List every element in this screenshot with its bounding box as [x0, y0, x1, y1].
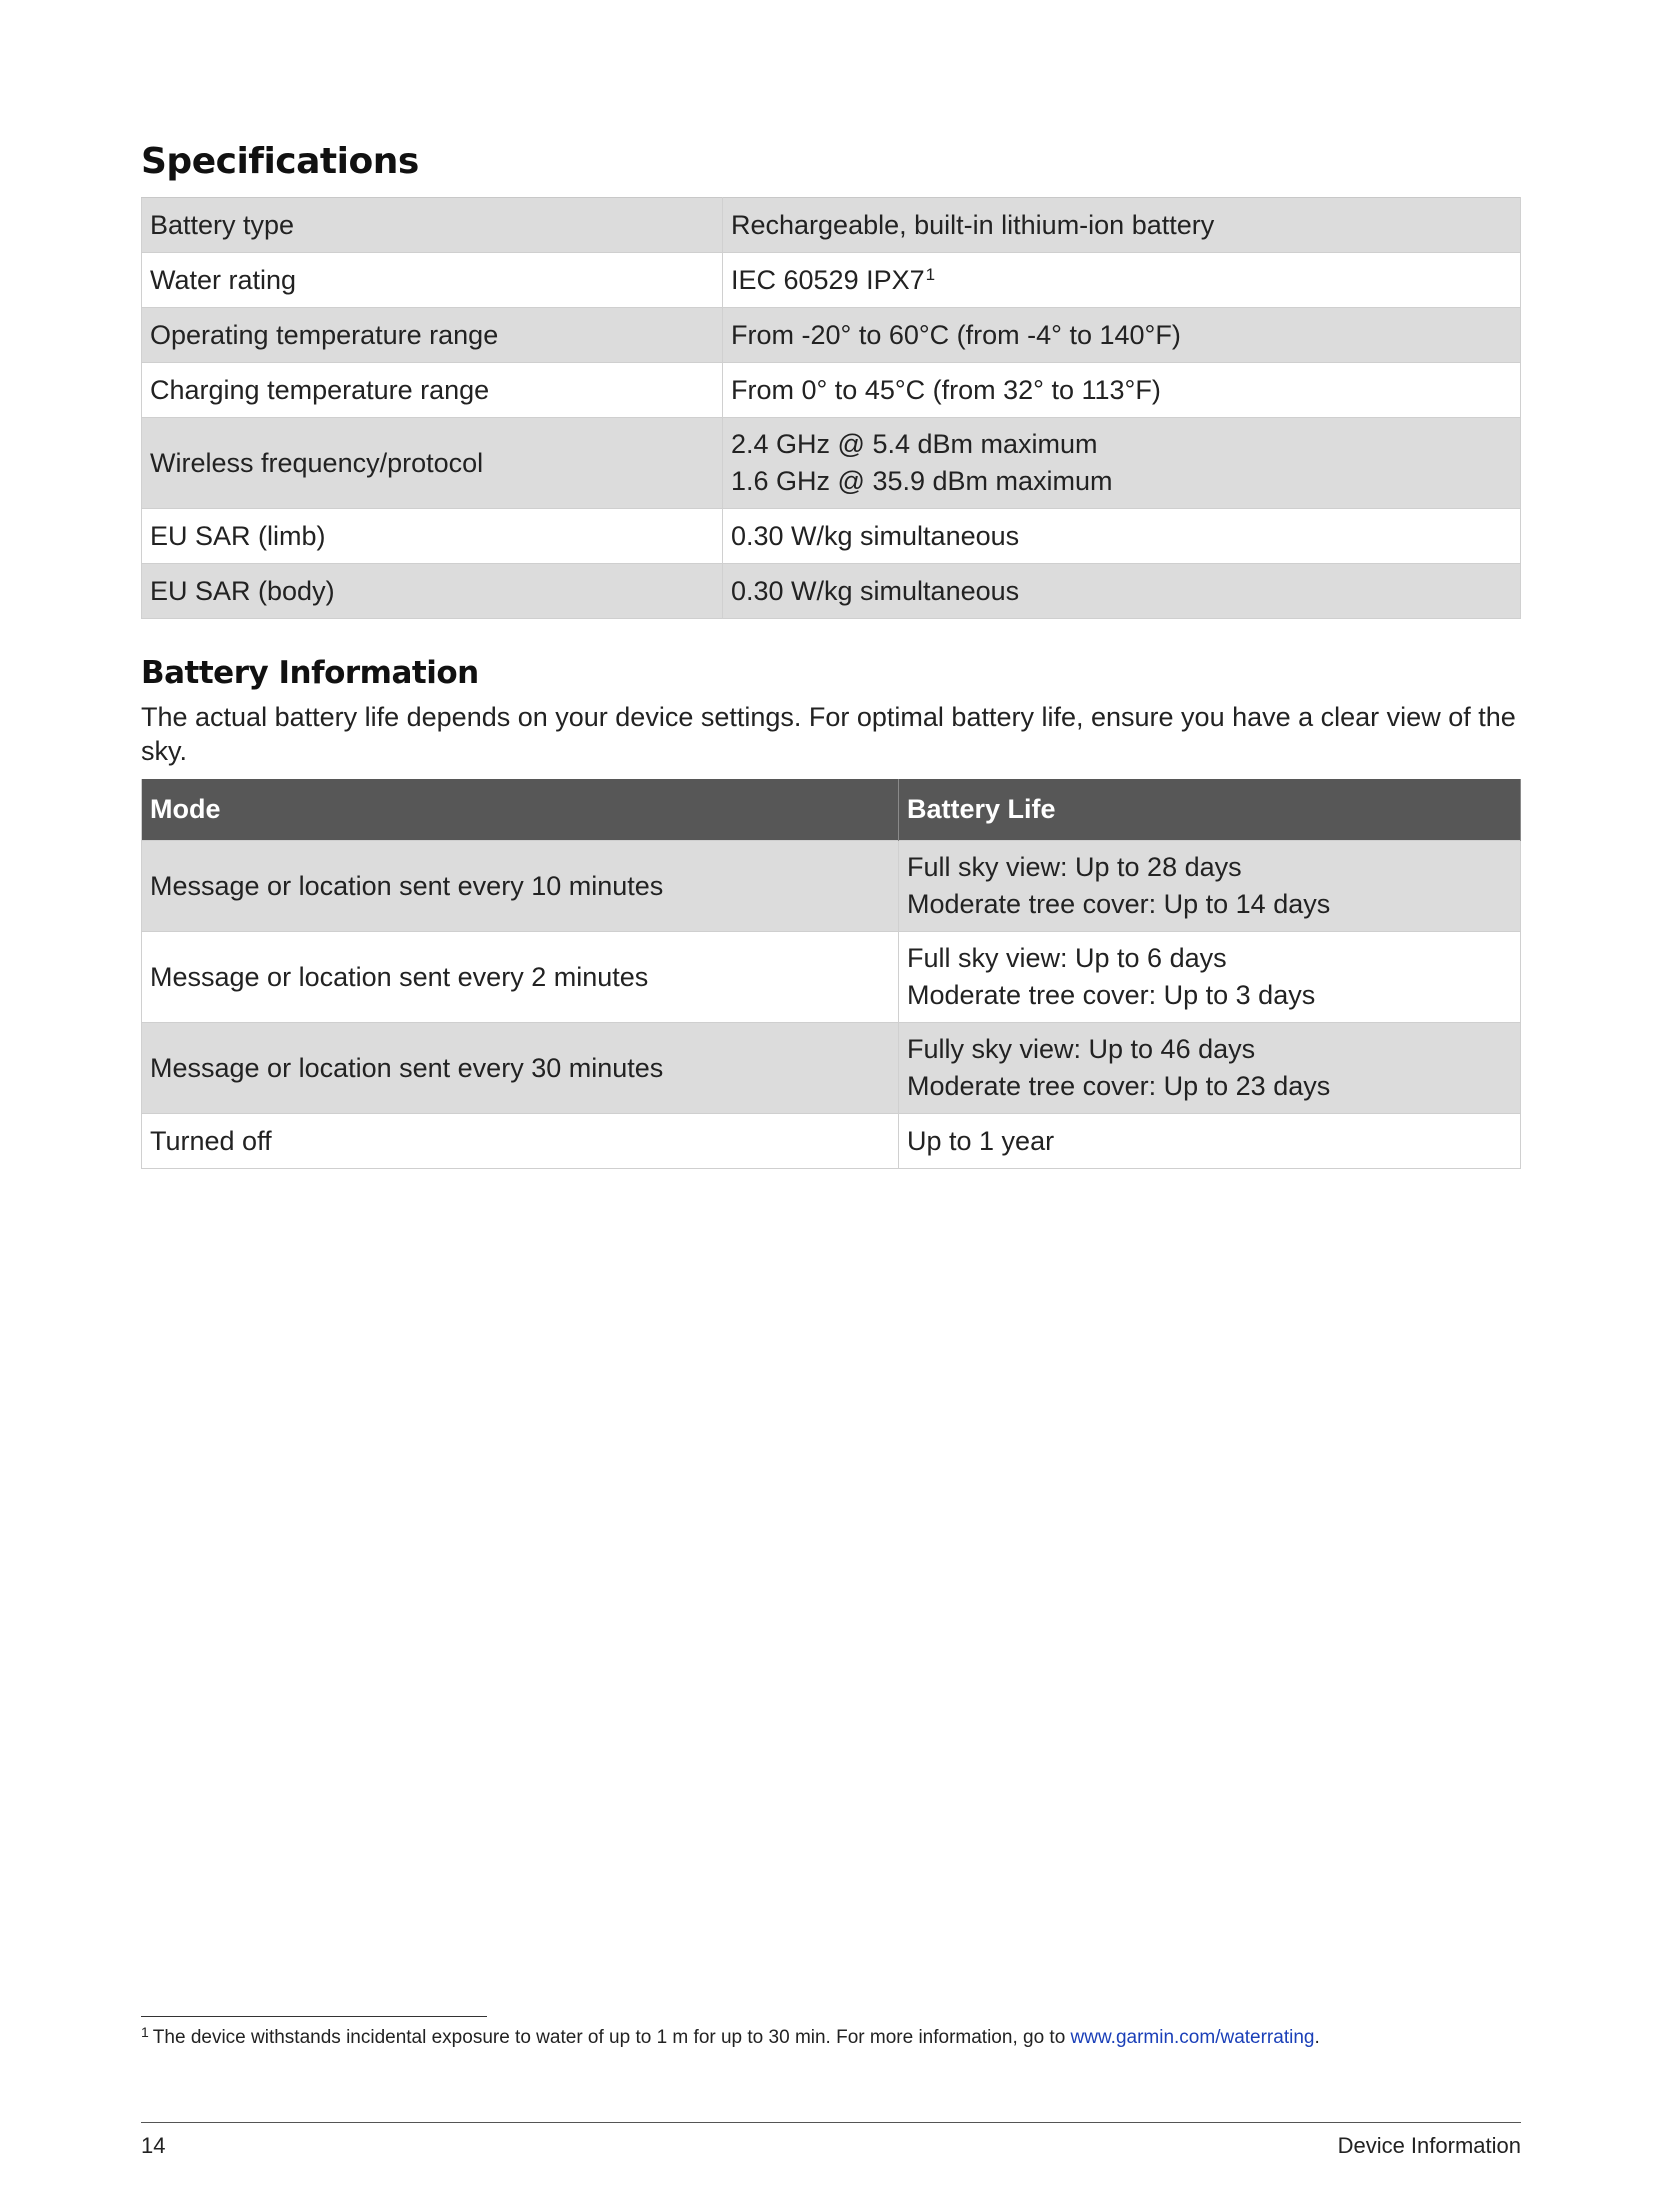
- specifications-table: [141, 197, 1521, 619]
- table-row: [142, 564, 1521, 619]
- table-row: [142, 418, 1521, 509]
- battery-life-line: Full sky view: Up to 28 days: [907, 852, 1242, 882]
- table-header-row: [142, 779, 1521, 841]
- spec-label: Operating temperature range: [142, 308, 723, 363]
- footnote-reference[interactable]: 1: [925, 264, 936, 284]
- mode-cell: Message or location sent every 10 minutes: [142, 841, 899, 932]
- specifications-heading: Specifications: [141, 141, 419, 182]
- spec-value-cell: [723, 418, 1521, 509]
- battery-life-cell: [899, 1114, 1521, 1169]
- spec-value-line: 2.4 GHz @ 5.4 dBm maximum: [731, 429, 1098, 459]
- spec-value: IEC 60529 IPX7: [731, 264, 925, 295]
- footer-section-title: Device Information: [1337, 2133, 1521, 2158]
- mode-cell: Message or location sent every 30 minutes: [142, 1023, 899, 1114]
- battery-life-cell: [899, 841, 1521, 932]
- spec-value: 0.30 W/kg simultaneous: [723, 509, 1521, 564]
- battery-information-heading: Battery Information: [141, 655, 479, 691]
- battery-life-line: Full sky view: Up to 6 days: [907, 943, 1227, 973]
- spec-label: Water rating: [142, 253, 723, 308]
- footnote-suffix: .: [1314, 2027, 1320, 2048]
- spec-value: 0.30 W/kg simultaneous: [723, 564, 1521, 619]
- battery-life-line: Fully sky view: Up to 46 days: [907, 1034, 1256, 1064]
- footnote: [141, 2024, 1320, 2049]
- table-row: [142, 509, 1521, 564]
- table-row: [142, 253, 1521, 308]
- column-header-battery-life: Battery Life: [899, 779, 1521, 841]
- footnote-divider: [141, 2016, 487, 2017]
- table-row: [142, 198, 1521, 253]
- page-number: 14: [141, 2133, 166, 2158]
- battery-life-table: [141, 779, 1521, 1169]
- table-row: [142, 932, 1521, 1023]
- spec-label: Battery type: [142, 198, 723, 253]
- spec-label: Charging temperature range: [142, 363, 723, 418]
- table-row: [142, 1114, 1521, 1169]
- battery-life-line: Up to 1 year: [907, 1125, 1055, 1156]
- waterrating-link[interactable]: www.garmin.com/waterrating: [1070, 2027, 1315, 2048]
- document-page: [141, 0, 1521, 2197]
- battery-intro-text: The actual battery life depends on your device settings. For optimal battery life, ensure you have a clear view of the sky.: [141, 702, 1516, 766]
- battery-life-cell: [899, 932, 1521, 1023]
- table-row: [142, 308, 1521, 363]
- spec-label: Wireless frequency/protocol: [142, 418, 723, 509]
- table-row: [142, 1023, 1521, 1114]
- column-header-mode: Mode: [142, 779, 899, 841]
- battery-life-line: Moderate tree cover: Up to 14 days: [907, 889, 1331, 919]
- spec-label: EU SAR (body): [142, 564, 723, 619]
- battery-life-cell: [899, 1023, 1521, 1114]
- footnote-text: The device withstands incidental exposure to water of up to 1 m for up to 30 min. For more information, go to: [152, 2027, 1071, 2048]
- footnote-mark: 1: [141, 2024, 149, 2040]
- spec-value: From 0° to 45°C (from 32° to 113°F): [723, 363, 1521, 418]
- table-row: [142, 841, 1521, 932]
- footer-divider: [141, 2122, 1521, 2123]
- spec-label: EU SAR (limb): [142, 509, 723, 564]
- table-row: [142, 363, 1521, 418]
- spec-value: Rechargeable, built-in lithium-ion battery: [723, 198, 1521, 253]
- battery-life-line: Moderate tree cover: Up to 3 days: [907, 980, 1316, 1010]
- spec-value: From -20° to 60°C (from -4° to 140°F): [723, 308, 1521, 363]
- battery-life-line: Moderate tree cover: Up to 23 days: [907, 1071, 1331, 1101]
- mode-cell: Message or location sent every 2 minutes: [142, 932, 899, 1023]
- mode-cell: Turned off: [142, 1114, 899, 1169]
- spec-value-line: 1.6 GHz @ 35.9 dBm maximum: [731, 466, 1113, 496]
- spec-value-cell: [723, 253, 1521, 308]
